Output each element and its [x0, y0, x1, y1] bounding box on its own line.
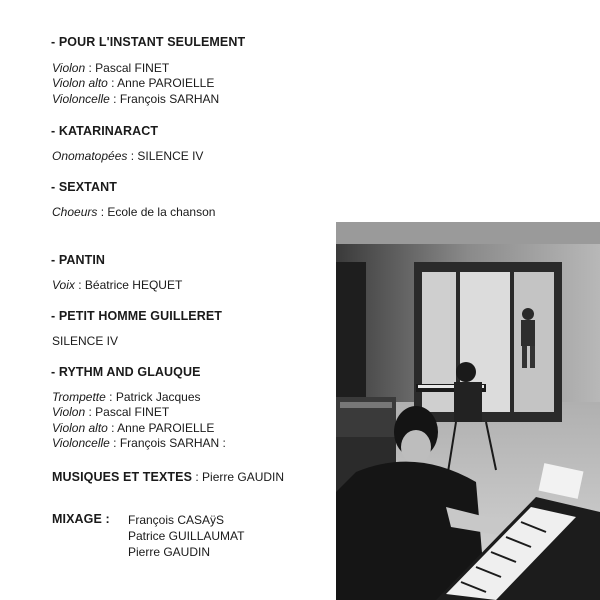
credit-name: Anne PAROIELLE	[117, 421, 215, 435]
mixage-label: MIXAGE :	[52, 512, 110, 526]
credit-name: François SARHAN :	[119, 436, 226, 450]
music-text-credit	[52, 470, 284, 485]
section-title-pour-l-instant-seulement: - POUR L'INSTANT SEULEMENT	[51, 35, 246, 49]
credit-line	[52, 405, 169, 420]
credit-role: Trompette	[52, 390, 106, 404]
studio-photo-illustration	[336, 222, 600, 600]
credit-separator: :	[97, 205, 108, 219]
credit-role: Violon alto	[52, 421, 108, 435]
credit-name: Ecole de la chanson	[107, 205, 216, 219]
credit-line	[52, 76, 214, 91]
section-title-rythm-and-glauque: - RYTHM AND GLAUQUE	[51, 365, 201, 379]
credit-line	[52, 92, 219, 107]
credit-role: Violoncelle	[52, 92, 110, 106]
credit-name: Pascal FINET	[95, 61, 170, 75]
credit-role: Violon alto	[52, 76, 108, 90]
music-text-label: MUSIQUES ET TEXTES	[52, 470, 193, 484]
credit-line	[52, 205, 215, 220]
studio-photo	[336, 222, 600, 600]
credit-line	[52, 278, 182, 293]
credit-separator: :	[105, 390, 116, 404]
credit-separator: :	[107, 421, 118, 435]
credit-separator: :	[192, 470, 203, 484]
section-title-katarinaract: - KATARINARACT	[51, 124, 159, 138]
credit-line	[52, 61, 169, 76]
credit-separator: :	[74, 278, 85, 292]
credit-role: Violoncelle	[52, 436, 110, 450]
section-title-petit-homme-guilleret: - PETIT HOMME GUILLERET	[51, 309, 223, 323]
credit-role: Violon	[52, 405, 86, 419]
mixage-name: Patrice GUILLAUMAT	[128, 529, 245, 543]
credit-name: François SARHAN	[119, 92, 220, 106]
credit-separator: :	[109, 436, 120, 450]
credit-role: Violon	[52, 61, 86, 75]
mixage-name: Pierre GAUDIN	[128, 545, 211, 559]
credit-role: Voix	[52, 278, 75, 292]
credit-name: SILENCE IV	[52, 334, 119, 348]
credit-line	[52, 390, 201, 405]
credit-line	[52, 149, 203, 164]
credit-line	[52, 334, 118, 349]
section-title-pantin: - PANTIN	[51, 253, 106, 267]
credit-name: Béatrice HEQUET	[84, 278, 183, 292]
credit-name: Patrick Jacques	[115, 390, 201, 404]
credit-separator: :	[85, 405, 96, 419]
credit-name: SILENCE IV	[137, 149, 204, 163]
credit-name: Pascal FINET	[95, 405, 170, 419]
credit-line	[52, 421, 214, 436]
section-title-sextant: - SEXTANT	[51, 180, 117, 194]
credit-name: Pierre GAUDIN	[202, 470, 285, 484]
credit-separator: :	[107, 76, 118, 90]
mixage-name: François CASAÿS	[128, 513, 225, 527]
credit-role: Onomatopées	[52, 149, 128, 163]
credit-separator: :	[127, 149, 138, 163]
credit-separator: :	[109, 92, 120, 106]
credit-role: Choeurs	[52, 205, 98, 219]
credit-line	[52, 436, 226, 451]
credit-name: Anne PAROIELLE	[117, 76, 215, 90]
credit-separator: :	[85, 61, 96, 75]
